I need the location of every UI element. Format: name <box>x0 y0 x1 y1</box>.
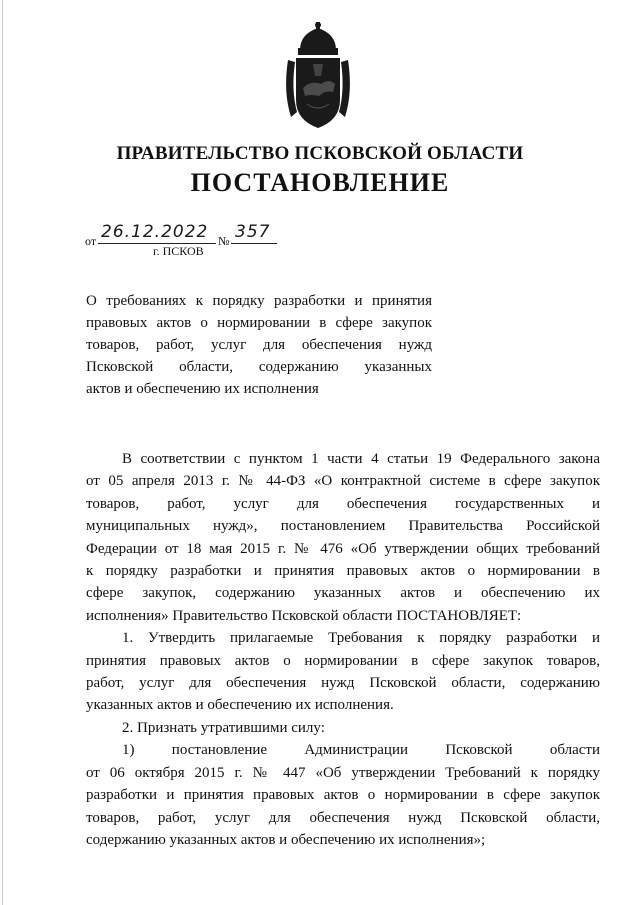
number-label: № <box>218 234 230 248</box>
body-line: муниципальных нужд», постановлением Правительства Российской <box>86 518 600 535</box>
body-line: принятия правовых актов о нормировании в сфере закупок товаров, <box>86 652 600 669</box>
from-label: от <box>85 234 97 248</box>
body-text <box>86 448 600 851</box>
number-underline <box>231 243 277 244</box>
handwritten-date: 26.12.2022 <box>101 222 209 242</box>
body-line: от 06 октября 2015 г. № 447 «Об утверждении Требований к порядку <box>86 764 600 781</box>
body-line: от 05 апреля 2013 г. № 44-ФЗ «О контрактной системе в сфере закупок <box>86 473 600 490</box>
body-line: товаров, работ, услуг для обеспечения нужд Псковской области, <box>86 809 600 826</box>
body-line: исполнения» Правительство Псковской области ПОСТАНОВЛЯЕТ: <box>86 607 522 624</box>
body-line: 2. Признать утратившими силу: <box>122 719 325 736</box>
body-line: Федерации от 18 мая 2015 г. № 476 «Об утверждении общих требований <box>86 540 600 557</box>
body-line: товаров, работ, услуг для обеспечения государственных и <box>86 495 600 512</box>
body-line: разработки и принятия правовых актов о нормировании в сфере закупок <box>86 787 600 804</box>
body-line: указанных актов и обеспечению их исполнения. <box>86 697 394 714</box>
body-line: 1. Утвердить прилагаемые Требования к порядку разработки и <box>122 630 600 647</box>
city-label: г. ПСКОВ <box>153 244 204 258</box>
subject-line: О требованиях к порядку разработки и принятия <box>86 293 432 309</box>
subject-line: товаров, работ, услуг для обеспечения нужд <box>86 337 432 353</box>
body-line: 1) постановление Администрации Псковской области <box>122 742 600 759</box>
subject-line: актов и обеспечению их исполнения <box>86 381 319 397</box>
body-line: работ, услуг для обеспечения нужд Псковской области, содержанию <box>86 675 600 692</box>
subject-line: Псковской области, содержанию указанных <box>86 359 432 375</box>
subject-line: правовых актов о нормировании в сфере закупок <box>86 315 432 331</box>
document-type-title: ПОСТАНОВЛЕНИЕ <box>190 168 450 197</box>
body-line: к порядку разработки и принятия правовых актов о нормировании в <box>86 563 600 580</box>
body-line: содержанию указанных актов и обеспечению их исполнения»; <box>86 831 486 848</box>
body-line: В соответствии с пунктом 1 части 4 статьи 19 Федерального закона <box>122 451 600 467</box>
scan-edge <box>2 0 3 905</box>
coat-of-arms-emblem <box>283 22 353 132</box>
handwritten-number: 357 <box>235 222 271 242</box>
body-line: сфере закупок, содержанию указанных актов и обеспечению их <box>86 585 600 602</box>
government-title: ПРАВИТЕЛЬСТВО ПСКОВСКОЙ ОБЛАСТИ <box>116 143 524 164</box>
subject-block <box>86 290 432 400</box>
